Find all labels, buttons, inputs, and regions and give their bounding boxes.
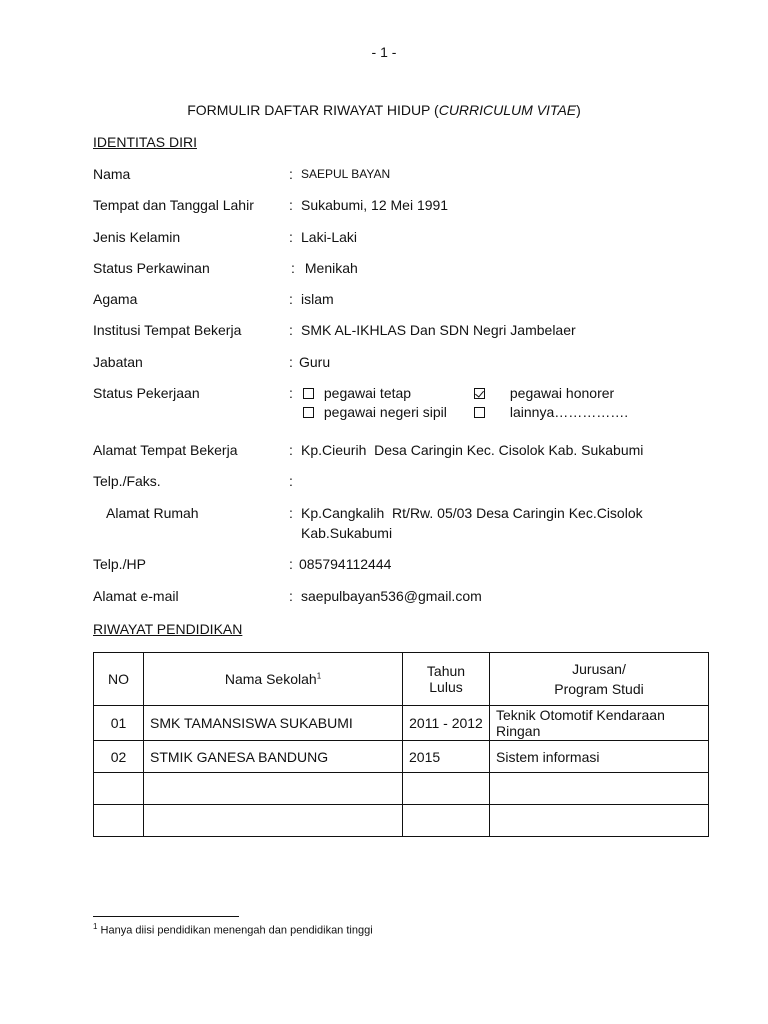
cell-year: 2011 - 2012 (403, 706, 490, 741)
field-label-telp-faks: Telp./Faks. (93, 473, 161, 489)
cell-year (403, 805, 490, 837)
field-label-telp-hp: Telp./HP (93, 556, 146, 572)
title-italic: CURRICULUM VITAE (438, 102, 577, 118)
page-number: - 1 - (371, 44, 397, 60)
footnote-ref: 1 (316, 671, 322, 681)
header-year: Tahun Lulus (403, 653, 490, 706)
option-pegawai-negeri-sipil[interactable] (303, 404, 447, 420)
field-colon: : (289, 442, 293, 458)
cell-major: Sistem informasi (490, 741, 709, 773)
header-no: NO (94, 653, 144, 706)
field-value-status-perkawinan: Menikah (301, 260, 358, 276)
field-label-jenis-kelamin: Jenis Kelamin (93, 229, 181, 245)
field-colon: : (289, 229, 293, 245)
field-colon: : (289, 166, 293, 182)
field-value-jabatan: Guru (299, 354, 331, 370)
cell-major (490, 773, 709, 805)
field-value-ttl: Sukabumi, 12 Mei 1991 (301, 197, 449, 213)
checkbox-icon[interactable] (303, 407, 314, 418)
field-colon: : (289, 354, 293, 370)
option-label: pegawai negeri sipil (323, 404, 447, 420)
field-value-alamat-rumah-line2: Kab.Sukabumi (301, 525, 393, 541)
option-label: pegawai honorer (509, 385, 615, 401)
field-colon: : (289, 505, 293, 521)
option-pegawai-honorer[interactable] (474, 385, 614, 401)
field-colon: : (289, 588, 293, 604)
form-title (0, 102, 768, 118)
field-label-email: Alamat e-mail (93, 588, 179, 604)
title-suffix: ) (576, 102, 581, 118)
field-label-jabatan: Jabatan (93, 354, 143, 370)
field-value-jenis-kelamin: Laki-Laki (301, 229, 358, 245)
footnote (93, 922, 373, 937)
cell-school (144, 805, 403, 837)
field-label-alamat-kerja: Alamat Tempat Bekerja (93, 442, 238, 458)
checkbox-checked-icon[interactable] (474, 388, 485, 399)
footnote-divider (93, 916, 239, 917)
cell-no: 01 (94, 706, 144, 741)
cell-no (94, 805, 144, 837)
checkbox-icon[interactable] (303, 388, 314, 399)
checkbox-icon[interactable] (474, 407, 485, 418)
section-education: RIWAYAT PENDIDIKAN (93, 621, 243, 637)
field-label-status-pekerjaan: Status Pekerjaan (93, 385, 200, 401)
field-colon: : (289, 197, 293, 213)
option-pegawai-tetap[interactable] (303, 385, 411, 401)
field-value-telp-hp: 085794112444 (299, 556, 392, 572)
field-colon: : (289, 291, 293, 307)
cell-major (490, 805, 709, 837)
field-value-alamat-rumah: Kp.Cangkalih Rt/Rw. 05/03 Desa Caringin Kec.Cisolok (301, 505, 643, 521)
field-label-ttl: Tempat dan Tanggal Lahir (93, 197, 254, 213)
field-label-alamat-rumah: Alamat Rumah (106, 505, 199, 521)
header-school-label: Nama Sekolah (224, 671, 317, 687)
field-label-agama: Agama (93, 291, 138, 307)
option-lainnya[interactable] (474, 404, 628, 420)
section-identity: IDENTITAS DIRI (93, 134, 197, 150)
field-label-status-perkawinan: Status Perkawinan (93, 260, 210, 276)
header-major-line2: Program Studi (554, 681, 644, 697)
education-table (93, 652, 709, 837)
cell-major: Teknik Otomotif Kendaraan Ringan (490, 706, 709, 741)
cell-school: STMIK GANESA BANDUNG (144, 741, 403, 773)
field-colon: : (291, 260, 295, 276)
title-prefix: FORMULIR DAFTAR RIWAYAT HIDUP ( (187, 102, 439, 118)
field-colon: : (289, 385, 293, 401)
option-label: pegawai tetap (323, 385, 412, 401)
field-value-email: saepulbayan536@gmail.com (301, 588, 482, 604)
cell-no: 02 (94, 741, 144, 773)
header-major (490, 653, 709, 706)
field-colon: : (289, 322, 293, 338)
table-row (94, 706, 709, 741)
header-school (144, 653, 403, 706)
field-value-alamat-kerja: Kp.Cieurih Desa Caringin Kec. Cisolok Kab. Sukabumi (301, 442, 644, 458)
field-colon: : (289, 473, 293, 489)
cell-year (403, 773, 490, 805)
field-value-agama: islam (301, 291, 334, 307)
field-value-institusi: SMK AL-IKHLAS Dan SDN Negri Jambelaer (301, 322, 576, 338)
option-label: lainnya……………. (509, 404, 629, 420)
cell-year: 2015 (403, 741, 490, 773)
cell-school: SMK TAMANSISWA SUKABUMI (144, 706, 403, 741)
footnote-text: Hanya diisi pendidikan menengah dan pendidikan tinggi (97, 924, 373, 937)
footnote-mark: 1 (93, 922, 98, 931)
field-value-nama: SAEPUL BAYAN (301, 167, 391, 181)
field-label-institusi: Institusi Tempat Bekerja (93, 322, 242, 338)
cell-school (144, 773, 403, 805)
cell-no (94, 773, 144, 805)
header-major-line1: Jurusan/ (572, 661, 626, 677)
field-label-nama: Nama (93, 166, 131, 182)
table-header-row (94, 653, 709, 706)
field-colon: : (289, 556, 293, 572)
table-row (94, 773, 709, 805)
table-row (94, 741, 709, 773)
table-row (94, 805, 709, 837)
